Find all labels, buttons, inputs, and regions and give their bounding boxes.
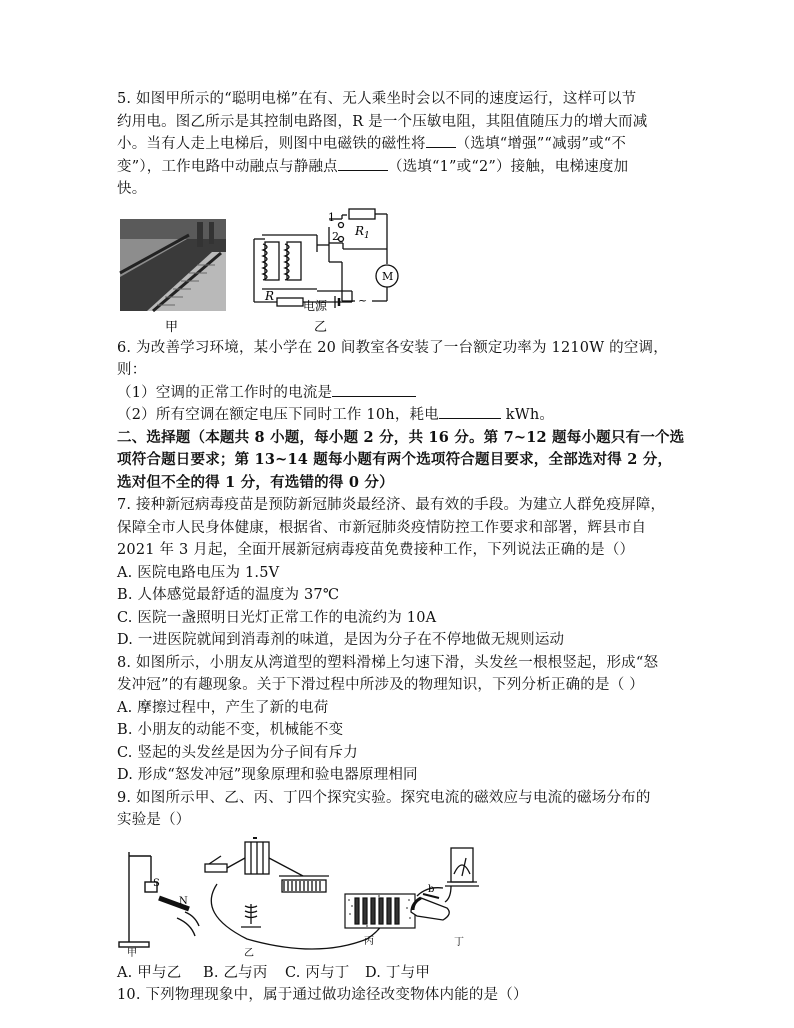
question-9 [117, 787, 697, 985]
q9-magnet-s-label: S [153, 877, 160, 889]
q7-option-a[interactable]: A. 医院电路电压为 1.5V [117, 564, 280, 581]
q5-motor-label: M [382, 269, 394, 283]
question-6 [117, 337, 697, 427]
section-2-line-2: 项符合题日要求；第 13~14 题每小题有两个选项符合题目要求，全部选对得 2 分， [117, 451, 673, 468]
experiment-bing [345, 894, 415, 928]
q9-figure-svg [117, 834, 697, 962]
section-2-line-3: 选对但不全的得 1 分，有选错的得 0 分） [117, 473, 394, 491]
control-circuit [254, 209, 398, 308]
escalator-photo [120, 219, 226, 311]
question-8 [117, 652, 697, 787]
q9-option-c[interactable]: C. 丙与丁 [285, 964, 350, 981]
q6-line-2 [117, 382, 697, 405]
q5-contact-1-label: 1 [328, 210, 335, 224]
q9-magnet-n-label: N [179, 895, 188, 907]
q5-fig-yi-label: 乙 [314, 319, 328, 335]
q5-line-4 [117, 156, 697, 179]
q8-option-b[interactable]: B. 小朋友的动能不变，机械能不变 [117, 722, 344, 738]
q6-blank-1[interactable] [332, 382, 416, 397]
q9-line-1: 9. 如图所示甲、乙、丙、丁四个探究实验。探究电流的磁效应与电流的磁场分布的 [117, 789, 651, 806]
q7-line-1: 7. 接种新冠病毒疫苗是预防新冠肺炎最经济、最有效的手段。为建立人群免疫屏障， [117, 497, 666, 513]
q5-figure [117, 207, 697, 337]
q5-fig-jia-label: 甲 [165, 319, 179, 335]
section-2-header [117, 427, 697, 495]
q6-line-1: 6. 为改善学习环境，某小学在 20 间教室各安装了一台额定功率为 1210W 的空调，则： [117, 339, 668, 378]
q9-fig-ding-label: 丁 [454, 936, 464, 948]
q5-ac-label: ~ [358, 293, 368, 307]
q7-line-3: 2021 年 3 月起，全面开展新冠病毒疫苗免费接种工作，下列说法正确的是（） [117, 542, 635, 558]
q10-line-1: 10. 下列物理现象中，属于通过做功途径改变物体内能的是（） [117, 987, 528, 1003]
q5-blank-2[interactable] [338, 156, 388, 171]
q5-line-3-b: （选填“增强”“减弱”或“不 [455, 136, 627, 152]
q5-line-3 [117, 133, 697, 156]
section-2-line-1: 二、选择题（本题共 8 小题，每小题 2 分，共 16 分。第 7~12 题每小题只有一个选 [117, 428, 685, 446]
q5-blank-1[interactable] [426, 133, 456, 148]
q7-option-d[interactable]: D. 一进医院就闻到消毒剂的味道，是因为分子在不停地做无规则运动 [117, 632, 565, 648]
question-5 [117, 88, 697, 337]
q9-figure [117, 834, 697, 962]
q6-unit: kWh。 [505, 407, 555, 423]
q9-wire-b-label: b [428, 883, 435, 895]
q5-figure-svg [117, 207, 697, 337]
q8-line-2: 发冲冠”的有趣现象。关于下滑过程中所涉及的物理知识，下列分析正确的是（ ） [117, 677, 644, 693]
q6-sub-1: （1）空调的正常工作时的电流是 [117, 384, 333, 401]
q5-line-3-a: 小。当有人走上电梯后，则图中电磁铁的磁性将 [117, 136, 426, 152]
q9-fig-yi-label: 乙 [244, 947, 254, 959]
q6-line-3 [117, 404, 697, 427]
q5-line-4-b: （选填“1”或“2”）接触，电梯速度加 [387, 158, 629, 175]
q8-option-a[interactable]: A. 摩擦过程中，产生了新的电荷 [117, 699, 329, 716]
q8-line-1: 8. 如图所示，小朋友从湾道型的塑料滑梯上匀速下滑，头发丝一根根竖起，形成“怒 [117, 654, 659, 671]
q8-option-d[interactable]: D. 形成“怒发冲冠”现象原理和验电器原理相同 [117, 767, 418, 783]
q8-option-c[interactable]: C. 竖起的头发丝是因为分子间有斥力 [117, 744, 358, 761]
q7-option-c[interactable]: C. 医院一盏照明日光灯正常工作的电流约为 10A [117, 609, 437, 626]
q5-line-5: 快。 [117, 181, 147, 197]
q5-contact-2-label: 2 [332, 229, 339, 243]
q9-option-b[interactable]: B. 乙与丙 [203, 964, 268, 981]
q9-option-d[interactable]: D. 丁与甲 [365, 964, 431, 981]
exam-page [117, 88, 697, 1007]
question-10 [117, 984, 697, 1007]
q6-sub-2: （2）所有空调在额定电压下同时工作 10h，耗电 [117, 407, 439, 423]
q9-fig-jia-label: 甲 [127, 947, 137, 959]
q9-option-a[interactable]: A. 甲与乙 [117, 964, 182, 981]
experiment-ding [411, 848, 479, 920]
q6-blank-2[interactable] [439, 404, 501, 419]
q5-power-label: 电源 [303, 298, 328, 313]
q9-options [117, 962, 697, 985]
question-7 [117, 494, 697, 652]
q7-option-b[interactable]: B. 人体感觉最舒适的温度为 37℃ [117, 587, 340, 603]
q5-r-label: R [265, 288, 275, 303]
q5-line-1: 5. 如图甲所示的“聪明电梯”在有、无人乘坐时会以不同的速度运行，这样可以节 [117, 91, 637, 107]
q9-line-2: 实验是（） [117, 812, 191, 828]
q5-line-2: 约用电。图乙所示是其控制电路图，R 是一个压敏电阻，其阻值随压力的增大而减 [117, 113, 648, 130]
q9-fig-bing-label: 丙 [364, 935, 374, 947]
q5-r1-label: $R_1$ [355, 223, 370, 241]
q7-line-2: 保障全市人民身体健康，根据省、市新冠肺炎疫情防控工作要求和部署，辉县市自 [117, 519, 647, 536]
q5-line-4-a: 变”），工作电路中动融点与静融点 [117, 158, 338, 175]
